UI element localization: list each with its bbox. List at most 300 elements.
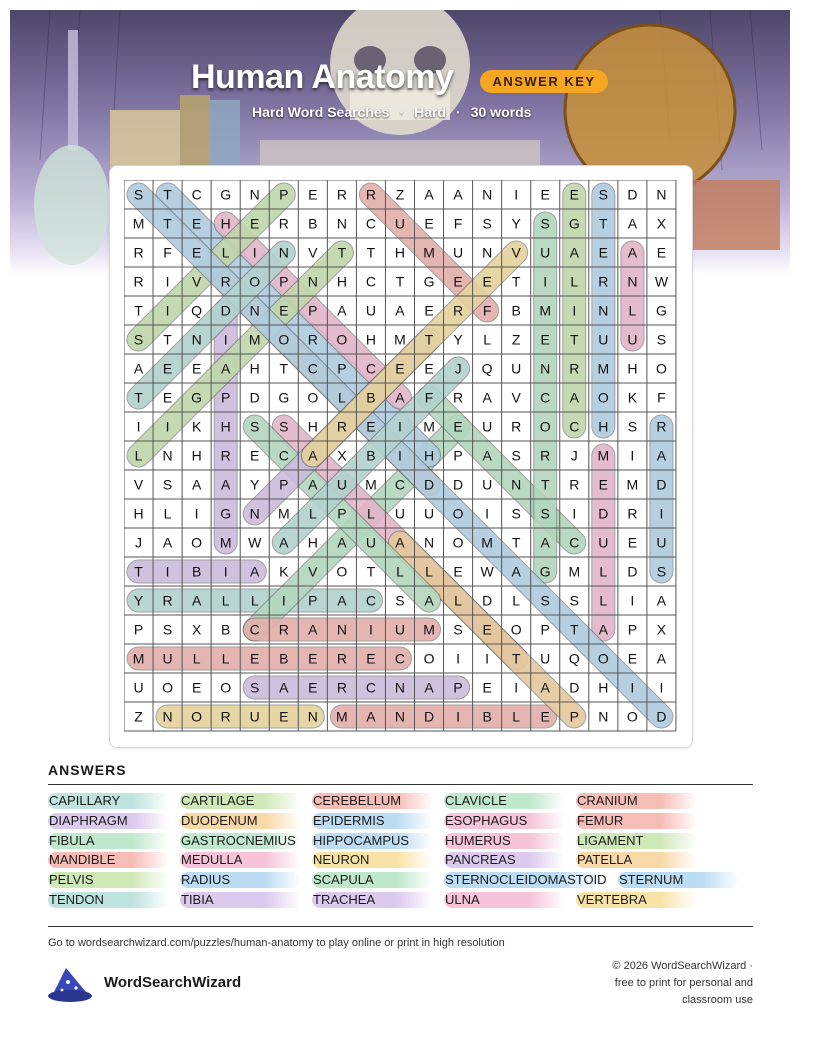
grid-letter: T [395, 273, 405, 290]
grid-letter: U [540, 244, 551, 261]
grid-letter: G [220, 186, 232, 203]
grid-letter: F [453, 215, 463, 232]
grid-letter: C [365, 679, 376, 696]
grid-letter: S [162, 476, 173, 493]
grid-letter: N [307, 273, 318, 290]
grid-letter: U [423, 505, 435, 522]
grid-letter: V [133, 476, 144, 493]
grid-letter: C [365, 360, 376, 377]
grid-letter: N [482, 244, 493, 261]
grid-letter: P [221, 389, 231, 406]
grid-letter: G [539, 563, 551, 580]
grid-letter: T [134, 389, 143, 406]
grid-letter: O [626, 708, 638, 725]
grid-letter: R [220, 708, 231, 725]
grid-letter: P [337, 360, 347, 377]
grid-letter: L [454, 592, 462, 609]
grid-letter: U [133, 679, 144, 696]
grid-letter: A [540, 679, 550, 696]
copyright-line: classroom use [682, 994, 753, 1006]
grid-letter: M [277, 505, 290, 522]
copyright-line: free to print for personal and [614, 977, 753, 989]
grid-letter: A [598, 621, 608, 638]
grid-letter: A [540, 534, 550, 551]
grid-letter: O [162, 679, 174, 696]
grid-letter: F [424, 389, 434, 406]
grid-letter: A [221, 476, 231, 493]
grid-letter: M [597, 447, 610, 464]
grid-letter: T [540, 476, 550, 493]
grid-letter: J [135, 534, 143, 551]
grid-letter: M [481, 534, 493, 551]
grid-letter: D [453, 476, 464, 493]
separator-dot: · [456, 104, 461, 120]
grid-letter: E [191, 679, 202, 696]
grid-letter: O [597, 650, 609, 667]
grid-letter: X [656, 215, 667, 232]
grid-letter: N [540, 360, 551, 377]
grid-letter: J [454, 360, 462, 377]
grid-letter: T [511, 650, 521, 667]
grid-letter: T [134, 302, 143, 319]
grid-letter: P [308, 302, 318, 319]
grid-letter: E [540, 186, 550, 203]
grid-letter: I [456, 708, 461, 725]
word-search-grid [124, 180, 678, 733]
grid-letter: I [659, 679, 664, 696]
grid-letter: A [308, 476, 318, 493]
grid-letter: O [452, 505, 464, 522]
grid-letter: I [572, 302, 577, 319]
grid-letter: L [512, 708, 521, 725]
grid-letter: R [220, 273, 231, 290]
grid-letter: N [482, 186, 493, 203]
answer-word: TRACHEA [312, 892, 433, 908]
grid-letter: L [221, 650, 230, 667]
grid-letter: D [627, 563, 638, 580]
wizard-hat-icon [46, 964, 94, 1004]
grid-letter: E [627, 534, 638, 551]
grid-letter: N [162, 708, 173, 725]
grid-letter: M [423, 244, 435, 261]
grid-letter: M [423, 621, 435, 638]
grid-letter: R [336, 186, 347, 203]
difficulty-label: Hard [414, 104, 447, 120]
grid-letter: I [485, 650, 490, 667]
grid-letter: U [540, 650, 551, 667]
answers-divider-top [48, 784, 753, 785]
grid-letter: D [423, 708, 435, 725]
grid-letter: T [511, 534, 521, 551]
page-title: Human Anatomy [191, 58, 454, 96]
grid-letter: T [366, 563, 376, 580]
answer-word: CAPILLARY [48, 793, 169, 809]
grid-letter: L [308, 505, 317, 522]
grid-letter: L [192, 650, 201, 667]
answer-word: SCAPULA [312, 872, 433, 888]
grid-letter: U [482, 418, 493, 435]
grid-letter: U [627, 331, 638, 348]
grid-letter: S [656, 331, 667, 348]
grid-letter: T [163, 215, 172, 232]
grid-letter: T [279, 360, 289, 377]
grid-letter: S [569, 592, 579, 609]
grid-letter: S [162, 621, 173, 638]
grid-letter: R [453, 389, 464, 406]
grid-letter: A [424, 592, 434, 609]
grid-letter: N [162, 447, 173, 464]
grid-letter: C [540, 389, 551, 406]
grid-letter: L [599, 592, 608, 609]
grid-letter: A [656, 650, 667, 667]
grid-letter: S [250, 418, 260, 435]
grid-letter: L [163, 505, 172, 522]
grid-letter: Z [511, 331, 521, 348]
grid-letter: R [162, 592, 173, 609]
grid-letter: I [630, 679, 635, 696]
grid-letter: Y [250, 476, 260, 493]
grid-letter: S [133, 331, 144, 348]
answer-word: HIPPOCAMPUS [312, 833, 433, 849]
grid-letter: H [307, 418, 318, 435]
grid-letter: N [598, 708, 609, 725]
grid-letter: R [569, 360, 580, 377]
grid-letter: C [394, 476, 406, 493]
grid-letter: M [219, 534, 232, 551]
grid-letter: L [221, 592, 230, 609]
grid-letter: I [252, 244, 257, 261]
grid-letter: A [511, 563, 521, 580]
grid-letter: R [220, 447, 231, 464]
grid-letter: Q [481, 360, 493, 377]
grid-letter: O [249, 273, 261, 290]
grid-letter: A [337, 534, 347, 551]
grid-letter: N [307, 708, 318, 725]
grid-letter: G [191, 389, 203, 406]
grid-letter: Y [511, 215, 521, 232]
grid-letter: A [627, 215, 638, 232]
brand-name: WordSearchWizard [104, 974, 242, 991]
grid-letter: N [249, 302, 260, 319]
grid-letter: X [656, 621, 667, 638]
grid-letter: F [163, 244, 172, 261]
grid-letter: P [133, 621, 144, 638]
grid-letter: L [134, 447, 143, 464]
grid-letter: A [656, 592, 667, 609]
answer-word: CEREBELLUM [312, 793, 433, 809]
answer-word: CLAVICLE [444, 793, 565, 809]
grid-letter: U [394, 505, 406, 522]
grid-letter: C [569, 418, 580, 435]
grid-letter: R [133, 244, 144, 261]
grid-letter: C [278, 447, 289, 464]
grid-letter: V [511, 389, 521, 406]
grid-letter: O [336, 331, 348, 348]
grid-letter: K [627, 389, 638, 406]
grid-letter: E [366, 418, 376, 435]
grid-letter: S [482, 215, 492, 232]
grid-letter: A [395, 534, 405, 551]
answer-word: FEMUR [576, 813, 697, 829]
grid-letter: U [482, 476, 493, 493]
grid-letter: I [165, 302, 170, 319]
answer-word: ULNA [444, 892, 565, 908]
grid-letter: B [511, 302, 521, 319]
grid-letter: P [540, 621, 550, 638]
grid-letter: A [424, 679, 434, 696]
grid-letter: L [599, 563, 608, 580]
grid-letter: L [337, 389, 346, 406]
grid-letter: D [656, 708, 667, 725]
grid-letter: C [191, 186, 202, 203]
grid-letter: N [511, 476, 522, 493]
bottle-neck-shape [68, 30, 78, 150]
grid-letter: A [308, 447, 318, 464]
grid-letter: H [249, 360, 260, 377]
grid-letter: O [510, 621, 522, 638]
grid-letter: L [512, 592, 521, 609]
grid-letter: C [569, 534, 580, 551]
grid-letter: D [598, 505, 609, 522]
answer-word: LIGAMENT [576, 833, 697, 849]
answer-word: CARTILAGE [180, 793, 301, 809]
grid-letter: C [394, 650, 406, 667]
grid-letter: S [540, 592, 550, 609]
grid-letter: P [569, 708, 579, 725]
grid-letter: S [540, 215, 550, 232]
grid-letter: I [456, 650, 461, 667]
grid-letter: W [248, 534, 262, 551]
grid-letter: P [279, 476, 289, 493]
grid-letter: B [308, 215, 318, 232]
grid-letter: L [367, 505, 375, 522]
grid-letter: O [307, 389, 319, 406]
grid-letter: R [278, 215, 289, 232]
grid-letter: I [223, 563, 228, 580]
grid-letter: E [627, 650, 638, 667]
grid-letter: E [250, 215, 260, 232]
grid-letter: E [569, 186, 579, 203]
grid-letter: A [569, 244, 579, 261]
grid-letter: D [569, 679, 580, 696]
grid-letter: P [337, 505, 347, 522]
grid-letter: B [482, 708, 492, 725]
grid-letter: P [308, 592, 318, 609]
grid-letter: A [395, 302, 405, 319]
answer-word: VERTEBRA [576, 892, 697, 908]
answer-word: PELVIS [48, 872, 169, 888]
grid-letter: P [279, 186, 289, 203]
grid-letter: S [598, 186, 608, 203]
grid-letter: D [220, 302, 231, 319]
grid-letter: O [655, 360, 667, 377]
grid-letter: S [395, 592, 405, 609]
grid-letter: H [191, 447, 202, 464]
grid-letter: E [308, 679, 318, 696]
grid-letter: L [396, 563, 404, 580]
grid-letter: U [511, 360, 522, 377]
grid-letter: A [133, 360, 144, 377]
grid-letter: R [569, 476, 580, 493]
answer-word: FIBULA [48, 833, 169, 849]
grid-letter: A [424, 186, 434, 203]
grid-letter: A [162, 534, 173, 551]
grid-letter: E [162, 389, 173, 406]
grid-letter: I [136, 418, 141, 435]
grid-letter: M [626, 476, 639, 493]
grid-letter: I [368, 621, 373, 638]
grid-letter: U [394, 215, 406, 232]
grid-letter: O [597, 389, 609, 406]
grid-letter: K [279, 563, 289, 580]
grid-letter: R [365, 186, 376, 203]
grid-letter: H [220, 418, 231, 435]
grid-letter: A [569, 389, 579, 406]
grid-letter: H [598, 418, 609, 435]
grid-letter: U [394, 621, 406, 638]
grid-letter: A [482, 389, 492, 406]
grid-letter: A [453, 186, 463, 203]
grid-letter: H [423, 447, 435, 464]
grid-letter: U [336, 476, 347, 493]
grid-letter: C [249, 621, 260, 638]
grid-letter: U [598, 331, 609, 348]
grid-letter: O [452, 534, 464, 551]
answer-word: PANCREAS [444, 852, 565, 868]
grid-letter: P [627, 621, 638, 638]
grid-letter: M [568, 563, 581, 580]
grid-letter: W [654, 273, 669, 290]
grid-letter: V [191, 273, 202, 290]
grid-letter: E [453, 563, 463, 580]
grid-letter: K [191, 418, 202, 435]
grid-letter: B [366, 447, 376, 464]
grid-letter: T [163, 186, 172, 203]
grid-letter: E [191, 215, 202, 232]
grid-letter: I [165, 273, 170, 290]
grid-letter: E [191, 244, 202, 261]
grid-letter: M [423, 418, 435, 435]
grid-letter: M [597, 360, 610, 377]
grid-letter: E [395, 360, 405, 377]
grid-letter: O [539, 418, 551, 435]
grid-letter: W [480, 563, 494, 580]
grid-letter: A [191, 476, 202, 493]
grid-letter: X [191, 621, 202, 638]
grid-letter: H [336, 273, 347, 290]
grid-letter: E [279, 708, 289, 725]
grid-letter: A [337, 302, 347, 319]
grid-letter: A [627, 244, 638, 261]
grid-letter: T [511, 273, 521, 290]
grid-letter: D [656, 476, 667, 493]
grid-letter: P [453, 447, 463, 464]
grid-letter: E [540, 331, 550, 348]
grid-letter: Z [395, 186, 405, 203]
grid-letter: S [250, 679, 260, 696]
grid-letter: F [657, 389, 666, 406]
grid-letter: G [423, 273, 435, 290]
grid-letter: I [194, 505, 199, 522]
grid-letter: A [308, 621, 318, 638]
answers-heading: ANSWERS [48, 762, 127, 778]
grid-letter: N [249, 186, 260, 203]
grid-letter: L [628, 302, 637, 319]
grid-letter: P [279, 273, 289, 290]
grid-letter: E [308, 186, 318, 203]
grid-letter: B [366, 389, 376, 406]
grid-letter: A [482, 447, 492, 464]
grid-letter: I [223, 331, 228, 348]
grid-letter: R [540, 447, 551, 464]
grid-letter: U [365, 302, 376, 319]
grid-letter: A [366, 708, 376, 725]
grid-letter: T [163, 331, 172, 348]
grid-letter: S [511, 505, 521, 522]
grid-letter: O [191, 708, 203, 725]
copyright-text [583, 958, 753, 1009]
grid-letter: E [308, 650, 318, 667]
grid-letter: T [569, 331, 579, 348]
answer-word: MEDULLA [180, 852, 301, 868]
grid-letter: U [162, 650, 173, 667]
grid-letter: T [599, 215, 608, 232]
grid-letter: M [365, 476, 377, 493]
grid-letter: N [598, 302, 609, 319]
answers-divider-bottom [48, 926, 753, 927]
flask-shape [34, 145, 110, 265]
grid-letter: E [250, 447, 260, 464]
answer-word: GASTROCNEMIUS [180, 833, 301, 849]
grid-letter: L [250, 592, 259, 609]
grid-letter: I [572, 505, 577, 522]
grid-letter: N [394, 679, 406, 696]
grid-letter: H [394, 244, 406, 261]
grid-letter: R [133, 273, 144, 290]
grid-letter: L [425, 563, 433, 580]
grid-letter: N [278, 244, 289, 261]
grid-letter: O [191, 534, 203, 551]
answer-word: EPIDERMIS [312, 813, 433, 829]
grid-letter: R [656, 418, 667, 435]
grid-letter: B [221, 621, 231, 638]
grid-letter: E [424, 360, 434, 377]
grid-letter: D [627, 186, 638, 203]
grid-letter: A [279, 679, 289, 696]
grid-letter: E [162, 360, 173, 377]
grid-letter: A [250, 563, 260, 580]
grid-letter: M [539, 302, 552, 319]
grid-letter: L [221, 244, 230, 261]
grid-letter: I [165, 563, 170, 580]
grid-letter: G [220, 505, 232, 522]
grid-letter: A [337, 592, 347, 609]
grid-letter: A [191, 592, 202, 609]
answer-word: PATELLA [576, 852, 697, 868]
grid-letter: R [336, 650, 347, 667]
grid-letter: L [483, 331, 492, 348]
grid-letter: E [482, 679, 492, 696]
grid-letter: U [365, 534, 376, 551]
grid-letter: Y [453, 331, 463, 348]
grid-letter: U [453, 244, 464, 261]
grid-letter: N [423, 534, 435, 551]
grid-letter: H [365, 331, 376, 348]
grid-letter: I [281, 592, 286, 609]
answer-word: RADIUS [180, 872, 301, 888]
book-stack-right [690, 180, 780, 250]
grid-letter: G [278, 389, 290, 406]
